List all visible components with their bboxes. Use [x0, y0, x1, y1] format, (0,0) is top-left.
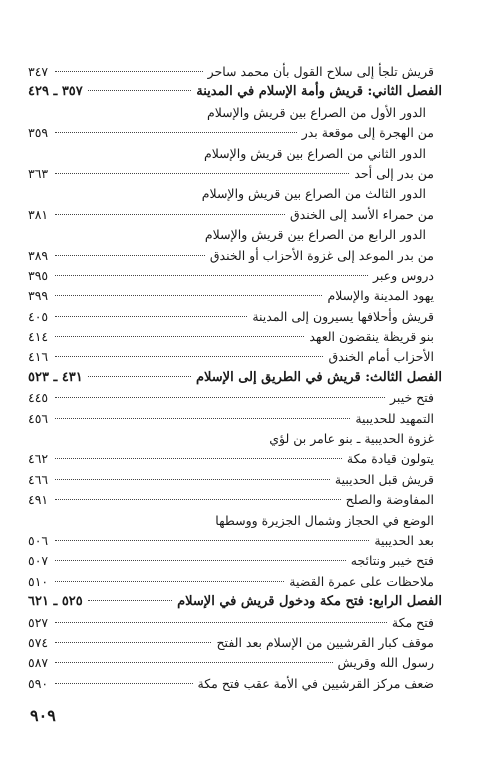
dot-leader — [55, 295, 322, 296]
toc-entry-title: بعد الحديبية — [374, 532, 434, 548]
toc-entry — [28, 327, 434, 347]
toc-entry — [28, 103, 426, 123]
toc-entry-title: الدور الرابع من الصراع بين قريش والإسلام — [204, 227, 426, 243]
toc-entry-page: ٥٠٧ — [28, 553, 49, 569]
toc-entry-title: الأحزاب أمام الخندق — [328, 349, 434, 365]
toc-entry-page: ٣٩٩ — [28, 288, 49, 304]
dot-leader — [55, 479, 330, 480]
toc-entry — [28, 674, 434, 694]
toc-entry — [28, 613, 434, 633]
toc-entry-page: ٣٤٧ — [28, 64, 49, 79]
toc-entry-page: ٤٩١ — [28, 492, 49, 508]
toc-entry — [28, 205, 434, 225]
toc-entry-title: من بدر إلى أحد — [354, 165, 434, 181]
toc-entry — [28, 62, 434, 82]
toc-entry-page: ٥٨٧ — [28, 655, 49, 671]
toc-entry — [28, 246, 434, 266]
toc-entry — [28, 490, 434, 510]
toc-entry — [28, 470, 434, 490]
toc-entry — [28, 572, 434, 592]
dot-leader — [55, 71, 203, 72]
toc-entry-title: فتح خيبر ونتائجه — [350, 553, 434, 569]
toc-entry-page: ٤٥٦ — [28, 410, 49, 426]
dot-leader — [88, 600, 172, 601]
toc-entry-page: ٣٨٩ — [28, 247, 49, 263]
toc-entry — [28, 307, 434, 327]
toc-entry — [28, 409, 434, 429]
toc-entry-title: الفصل الرابع: فتح مكة ودخول قريش في الإسلام — [177, 594, 442, 610]
toc-entry-title: الدور الثالث من الصراع بين قريش والإسلام — [201, 186, 426, 202]
table-of-contents — [28, 62, 442, 694]
toc-entry-page: ٤٠٥ — [28, 308, 49, 324]
toc-entry-title: الفصل الثالث: قريش في الطريق إلى الإسلام — [195, 369, 442, 385]
toc-entry-title: من حمراء الأسد إلى الخندق — [289, 206, 434, 222]
toc-entry-title: من الهجرة إلى موقعة بدر — [301, 125, 434, 141]
dot-leader — [55, 132, 297, 133]
toc-entry-page: ٤٦٦ — [28, 471, 49, 487]
toc-entry-page: ٣٩٥ — [28, 267, 49, 283]
toc-entry-page: ٥٠٦ — [28, 532, 49, 548]
toc-entry-title: التمهيد للحديبية — [355, 410, 434, 426]
toc-entry-title: بنو قريظة ينقضون العهد — [309, 329, 434, 345]
toc-entry — [28, 449, 434, 469]
toc-entry — [28, 286, 434, 306]
toc-entry — [28, 531, 434, 551]
toc-entry-page: ٤١٦ — [28, 349, 49, 365]
toc-entry — [28, 164, 434, 184]
toc-entry-page: ٥٢٧ — [28, 614, 49, 630]
toc-entry-page: ٥٩٠ — [28, 675, 49, 691]
dot-leader — [55, 560, 346, 561]
dot-leader — [55, 642, 211, 643]
toc-entry-page: ٣٥٩ — [28, 125, 49, 141]
toc-entry — [28, 144, 426, 164]
toc-chapter-entry — [28, 82, 442, 102]
toc-entry-page: ٤٦٢ — [28, 451, 49, 467]
toc-entry-title: الدور الثاني من الصراع بين قريش والإسلام — [203, 145, 426, 161]
toc-entry-title: من بدر الموعد إلى غزوة الأحزاب أو الخندق — [209, 247, 434, 263]
dot-leader — [55, 173, 349, 174]
toc-entry-title: الدور الأول من الصراع بين قريش والإسلام — [206, 104, 426, 120]
dot-leader — [55, 622, 387, 623]
dot-leader — [55, 316, 247, 317]
toc-entry-page: ٣٥٧ ـ ٤٢٩ — [28, 84, 83, 100]
dot-leader — [55, 275, 368, 276]
toc-entry-title: الوضع في الحجاز وشمال الجزيرة ووسطها — [215, 512, 434, 528]
toc-entry-title: دروس وعبر — [372, 267, 434, 283]
toc-chapter-entry — [28, 368, 442, 388]
toc-entry — [28, 347, 434, 367]
toc-entry-title: قريش وأحلافها يسيرون إلى المدينة — [252, 308, 434, 324]
toc-entry-page: ٣٦٣ — [28, 165, 49, 181]
toc-entry — [28, 184, 426, 204]
toc-entry — [28, 551, 434, 571]
toc-entry-title: الفصل الثاني: قريش وأمة الإسلام في المدينة — [196, 84, 442, 100]
toc-entry — [28, 429, 434, 449]
toc-entry-page: ٥٧٤ — [28, 634, 49, 650]
toc-entry-page: ٥٢٥ ـ ٦٢١ — [28, 594, 83, 610]
dot-leader — [55, 214, 285, 215]
page-number: ٩٠٩ — [30, 706, 56, 725]
toc-entry-page: ٣٨١ — [28, 206, 49, 222]
dot-leader — [55, 458, 342, 459]
toc-entry — [28, 653, 434, 673]
dot-leader — [55, 662, 333, 663]
dot-leader — [55, 581, 284, 582]
dot-leader — [55, 336, 304, 337]
dot-leader — [55, 356, 323, 357]
toc-entry-title: فتح خيبر — [390, 390, 434, 406]
toc-entry-title: ملاحظات على عمرة القضية — [289, 573, 434, 589]
dot-leader — [55, 255, 205, 256]
toc-entry-title: يهود المدينة والإسلام — [327, 288, 434, 304]
toc-entry-title: رسول الله وقريش — [337, 655, 434, 671]
toc-entry — [28, 633, 434, 653]
dot-leader — [55, 418, 350, 419]
toc-entry — [28, 266, 434, 286]
dot-leader — [55, 397, 385, 398]
dot-leader — [55, 683, 193, 684]
toc-entry-title: قريش قبل الحديبية — [334, 471, 434, 487]
toc-entry-page: ٥١٠ — [28, 573, 49, 589]
toc-entry-title: فتح مكة — [391, 614, 434, 630]
toc-entry — [28, 388, 434, 408]
toc-entry-title: يتولون قيادة مكة — [346, 451, 434, 467]
dot-leader — [55, 499, 341, 500]
dot-leader — [88, 90, 191, 91]
toc-entry-page: ٤٣١ ـ ٥٢٣ — [28, 369, 83, 385]
toc-entry-title: قريش تلجأ إلى سلاح القول بأن محمد ساحر — [207, 64, 434, 79]
toc-entry-title: المفاوضة والصلح — [345, 492, 434, 508]
toc-chapter-entry — [28, 592, 442, 612]
dot-leader — [88, 376, 191, 377]
toc-entry — [28, 511, 434, 531]
toc-entry — [28, 123, 434, 143]
toc-entry-page: ٤٤٥ — [28, 390, 49, 406]
toc-entry-title: ضعف مركز القرشيين في الأمة عقب فتح مكة — [197, 675, 434, 691]
toc-entry-title: موقف كبار القرشيين من الإسلام بعد الفتح — [216, 634, 434, 650]
toc-entry-page: ٤١٤ — [28, 329, 49, 345]
toc-entry-title: غزوة الحديبية ـ بنو عامر بن لؤي — [269, 431, 434, 447]
toc-entry — [28, 225, 426, 245]
dot-leader — [55, 540, 369, 541]
